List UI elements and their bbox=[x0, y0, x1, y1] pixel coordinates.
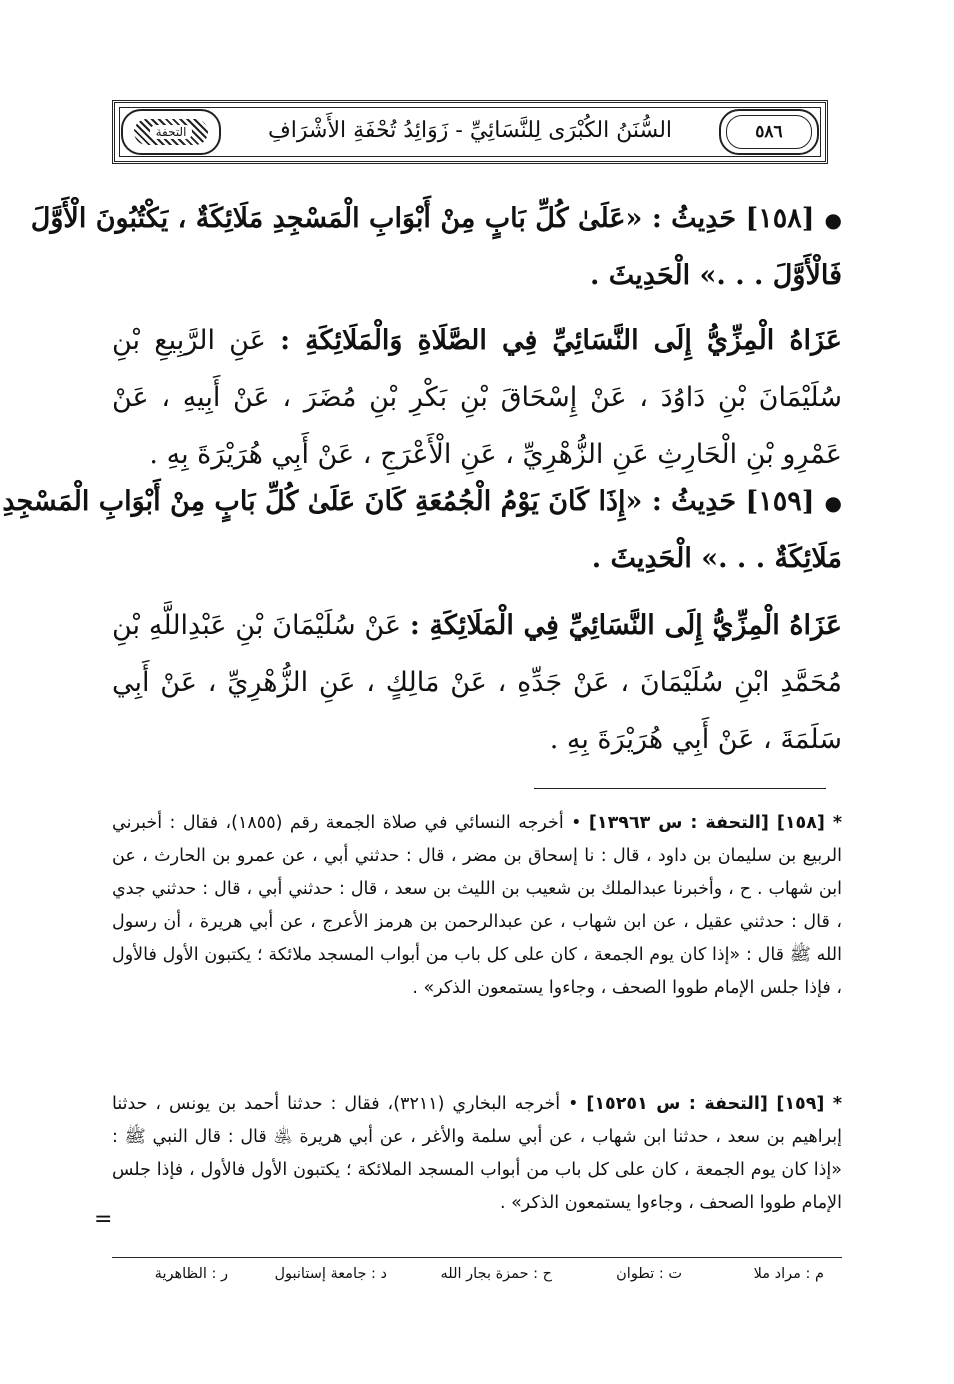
footnote-159 bbox=[112, 1088, 842, 1220]
page-header bbox=[112, 100, 828, 164]
bullet-icon: ● bbox=[824, 491, 842, 515]
attribution-chain: عَنْ سُلَيْمَانَ بْنِ عَبْدِاللَّهِ بْنِ مُحَمَّدِ ابْنِ سُلَيْمَانَ ، عَنْ جَدِّهِ ، عَنْ مَالِكٍ ، عَنِ الزُّهْرِيِّ ، عَنْ أَبِي سَلَمَةَ ، عَنْ أَبِي هُرَيْرَةَ بِهِ . bbox=[112, 610, 842, 755]
footnote-158 bbox=[112, 807, 842, 1005]
footnote-159-ref: * [١٥٩] [التحفة : س ١٥٢٥١] bbox=[586, 1094, 843, 1114]
running-title: السُّنَنُ الكُبْرَى لِلنَّسَائِيِّ - زَوَائِدُ تُحْفَةِ الأَشْرَافِ bbox=[267, 118, 673, 143]
footnote-158-text: • أخرجه النسائي في صلاة الجمعة رقم (١٨٥٥)، فقال : أخبرني الربيع بن سليمان بن داود ، قال : نا إسحاق بن مضر ، قال : حدثني أبي ، عن عمرو بن الحارث ، عن ابن شهاب . ح ، وأخبرنا عبدالملك بن شعيب بن الليث بن سعد ، قال : حدثني أبي ، قال : حدثني جدي ، قال : حدثني عقيل ، عن ابن شهاب ، عن عبدالرحمن بن هرمز الأعرج ، عن أبي هريرة ، أن رسول الله ﷺ قال : «إذا كان يوم الجمعة ، كان على كل باب من أبواب المسجد ملائكة ؛ يكتبون الأول فالأول ، فإذا جلس الإمام طووا الصحف ، وجاءوا يستمعون الذكر» . bbox=[112, 813, 842, 998]
page-number: ٥٨٦ bbox=[726, 115, 812, 149]
footnote-divider bbox=[534, 788, 826, 789]
hadith-158-line-1: ●[١٥٨] حَدِيثُ : «عَلَىٰ كُلِّ بَابٍ مِنْ أَبْوَابِ الْمَسْجِدِ مَلَائِكَةٌ ، يَكْتُبُونَ الْأَوَّلَ bbox=[30, 203, 842, 234]
footnote-159-text: • أخرجه البخاري (٣٢١١)، فقال : حدثنا أحمد بن يونس ، حدثنا إبراهيم بن سعد ، حدثنا ابن شهاب ، عن أبي سلمة والأغر ، عن أبي هريرة ﵁ قال : قال النبي ﷺ : «إذا كان يوم الجمعة ، كان على كل باب من أبواب المسجد الملائكة ؛ يكتبون الأول فالأول ، فإذا جلس الإمام طووا الصحف ، وجاءوا يستمعون الذكر» . bbox=[112, 1094, 842, 1213]
hadith-159-line-2: مَلَائِكَةٌ . . .» الْحَدِيثَ . bbox=[591, 543, 842, 574]
hadith-158-line-2: فَالْأَوَّلَ . . .» الْحَدِيثَ . bbox=[589, 260, 842, 291]
bullet-icon: ● bbox=[824, 208, 842, 232]
siglum-r: ر : الظاهرية bbox=[154, 1266, 228, 1282]
attribution-lead: عَزَاهُ الْمِزِّيُّ إِلَى النَّسَائِيِّ فِي الصَّلَاةِ وَالْمَلَائِكَةِ : bbox=[280, 325, 842, 356]
siglum-h: ح : حمزة بجار الله bbox=[440, 1266, 552, 1282]
hadith-158-attribution bbox=[112, 312, 842, 483]
siglum-m: م : مراد ملا bbox=[753, 1266, 824, 1282]
siglum-t: ت : تطوان bbox=[616, 1266, 682, 1282]
logo-text: التحفة bbox=[150, 125, 193, 139]
page-number-medallion bbox=[719, 109, 819, 155]
siglum-d: د : جامعة إستانبول bbox=[274, 1266, 387, 1282]
publisher-logo bbox=[121, 109, 221, 155]
logo-ornament-icon bbox=[134, 119, 208, 145]
footer-rule bbox=[112, 1257, 842, 1258]
hadith-159-line-1: ●[١٥٩] حَدِيثُ : «إِذَا كَانَ يَوْمُ الْجُمُعَةِ كَانَ عَلَىٰ كُلِّ بَابٍ مِنْ أَبْوَابِ الْمَسْجِدِ bbox=[2, 486, 842, 517]
attribution-chain: عَنِ الرَّبِيعِ بْنِ سُلَيْمَانَ بْنِ دَاوُدَ ، عَنْ إِسْحَاقَ بْنِ بَكْرِ بْنِ مُضَرَ ، عَنْ أَبِيهِ ، عَنْ عَمْرِو بْنِ الْحَارِثِ عَنِ الزُّهْرِيِّ ، عَنِ الْأَعْرَجِ ، عَنْ أَبِي هُرَيْرَةَ بِهِ . bbox=[112, 325, 842, 470]
footnote-158-ref: * [١٥٨] [التحفة : س ١٣٩٦٣] bbox=[588, 813, 842, 833]
continuation-mark: = bbox=[94, 1207, 113, 1232]
manuscript-sigla bbox=[112, 1266, 842, 1292]
attribution-lead: عَزَاهُ الْمِزِّيُّ إِلَى النَّسَائِيِّ فِي الْمَلَائِكَةِ : bbox=[409, 610, 843, 641]
hadith-159-attribution bbox=[112, 597, 842, 768]
